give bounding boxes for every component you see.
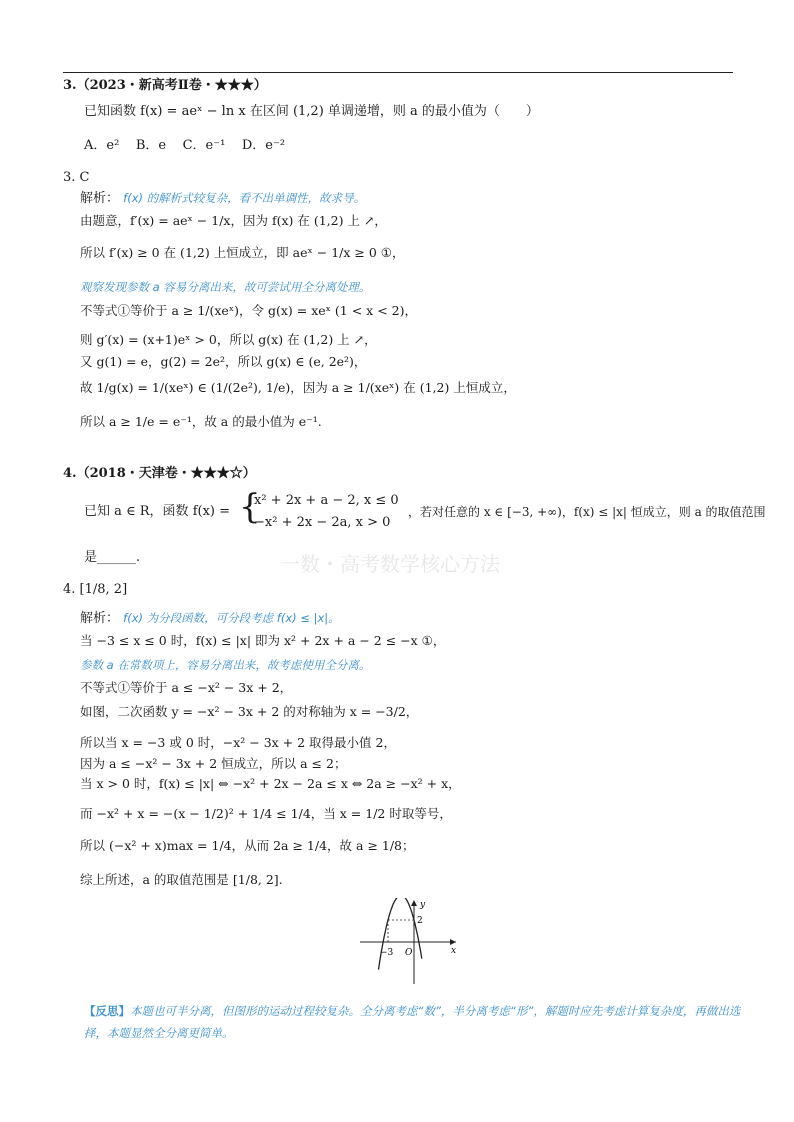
solution-label: 解析：	[80, 191, 120, 206]
p3-line-2: 所以 f′(x) ≥ 0 在 (1,2) 上恒成立，即 aeˣ − 1/x ≥ 0 ①，	[80, 245, 405, 260]
solution-note: f(x) 的解析式较复杂，看不出单调性，故求导。	[123, 191, 366, 205]
problem-4-solution-intro	[80, 610, 340, 627]
p3-line-4: 则 g′(x) = (x+1)eˣ > 0，所以 g(x) 在 (1,2) 上 ↗，	[80, 332, 377, 347]
p4-line-8: 所以 (−x² + x)max = 1/4，从而 2a ≥ 1/4，故 a ≥ 1/8；	[80, 838, 415, 853]
p3-line-7: 所以 a ≥ 1/e = e⁻¹，故 a 的最小值为 e⁻¹.	[80, 414, 322, 429]
solution-label: 解析：	[80, 611, 120, 626]
p3-note-2: 观察发现参数 a 容易分离出来，故可尝试用全分离处理。	[80, 280, 371, 294]
piecewise-brace: {	[239, 487, 261, 527]
y-label: y	[420, 900, 426, 910]
p4-line-9: 综上所述，a 的取值范围是 [1/8, 2].	[80, 872, 283, 887]
label-2: 2	[417, 916, 423, 926]
p4-line-5: 因为 a ≤ −x² − 3x + 2 恒成立，所以 a ≤ 2；	[80, 756, 347, 771]
p3-line-6: 故 1/g(x) = 1/(xeˣ) ∈ (1/(2e²), 1/e)，因为 a ≥ 1/(xeˣ) 在 (1,2) 上恒成立，	[80, 380, 516, 395]
p3-line-1: 由题意，f′(x) = aeˣ − 1/x，因为 f(x) 在 (1,2) 上 ↗，	[80, 213, 387, 228]
problem-4-answer: 4. [1/8, 2]	[63, 582, 128, 597]
parabola-graph	[360, 898, 460, 988]
p4-line-2: 不等式①等价于 a ≤ −x² − 3x + 2，	[80, 680, 293, 695]
p3-line-5: 又 g(1) = e，g(2) = 2e²，所以 g(x) ∈ (e, 2e²)，	[80, 354, 367, 369]
solution-note: f(x) 为分段函数，可分段考虑 f(x) ≤ |x|。	[123, 611, 340, 625]
y-axis-arrow	[411, 900, 417, 906]
parabola-curve	[379, 898, 422, 970]
x-label: x	[451, 946, 457, 956]
piecewise-case-1: x² + 2x + a − 2, x ≤ 0	[254, 493, 399, 508]
reflection-label: 【反思】	[84, 1004, 130, 1018]
p4-line-7: 而 −x² + x = −(x − 1/2)² + 1/4 ≤ 1/4，当 x = 1/2 时取等号，	[80, 806, 452, 821]
piecewise-case-2: −x² + 2x − 2a, x > 0	[254, 515, 391, 530]
x-axis-arrow	[450, 939, 456, 945]
problem-3-stem: 已知函数 f(x) = aeˣ − ln x 在区间 (1,2) 单调递增，则 a 的最小值为（ ）	[84, 104, 539, 119]
label-neg3: −3	[380, 948, 394, 958]
p4-note-2: 参数 a 在常数项上，容易分离出来，故考虑使用全分离。	[80, 658, 371, 672]
problem-4-stem-end: 是______.	[84, 550, 141, 565]
option-d: D．e⁻²	[241, 138, 286, 153]
problem-3-header: 3.（2023・新高考Ⅱ卷・★★★）	[63, 78, 267, 93]
p4-line-3: 如图，二次函数 y = −x² − 3x + 2 的对称轴为 x = −3/2，	[80, 704, 419, 719]
reflection-text: 本题也可半分离，但图形的运动过程较复杂。全分离考虑“数”，半分离考虑“形”，解题时应先考虑计算复杂度，再做出选择，本题显然全分离更简单。	[84, 1004, 741, 1040]
watermark: 一数・高考数学核心方法	[280, 552, 500, 576]
option-a: A．e²	[84, 138, 120, 153]
label-origin: O	[405, 948, 413, 958]
p4-line-1: 当 −3 ≤ x ≤ 0 时，f(x) ≤ |x| 即为 x² + 2x + a − 2 ≤ −x ①，	[80, 633, 446, 648]
top-rule	[63, 72, 733, 73]
problem-4-stem-suffix: ，若对任意的 x ∈ [−3, +∞)，f(x) ≤ |x| 恒成立，则 a 的取值范围	[408, 505, 766, 519]
option-c: C．e⁻¹	[182, 138, 226, 153]
problem-3-answer: 3. C	[63, 170, 90, 185]
p3-line-3: 不等式①等价于 a ≥ 1/(xeˣ)，令 g(x) = xeˣ (1 < x < 2)，	[80, 303, 417, 318]
reflection	[84, 1000, 744, 1044]
problem-3-solution-intro	[80, 190, 365, 207]
problem-4-header: 4.（2018・天津卷・★★★☆）	[63, 466, 256, 481]
option-b: B．e	[135, 138, 167, 153]
p4-line-6: 当 x > 0 时，f(x) ≤ |x| ⇔ −x² + 2x − 2a ≤ x ⇔ 2a ≥ −x² + x，	[80, 776, 461, 791]
problem-3-options	[84, 138, 285, 154]
p4-line-4: 所以当 x = −3 或 0 时，−x² − 3x + 2 取得最小值 2，	[80, 735, 396, 750]
problem-4-stem-prefix: 已知 a ∈ R，函数 f(x) =	[84, 504, 231, 519]
